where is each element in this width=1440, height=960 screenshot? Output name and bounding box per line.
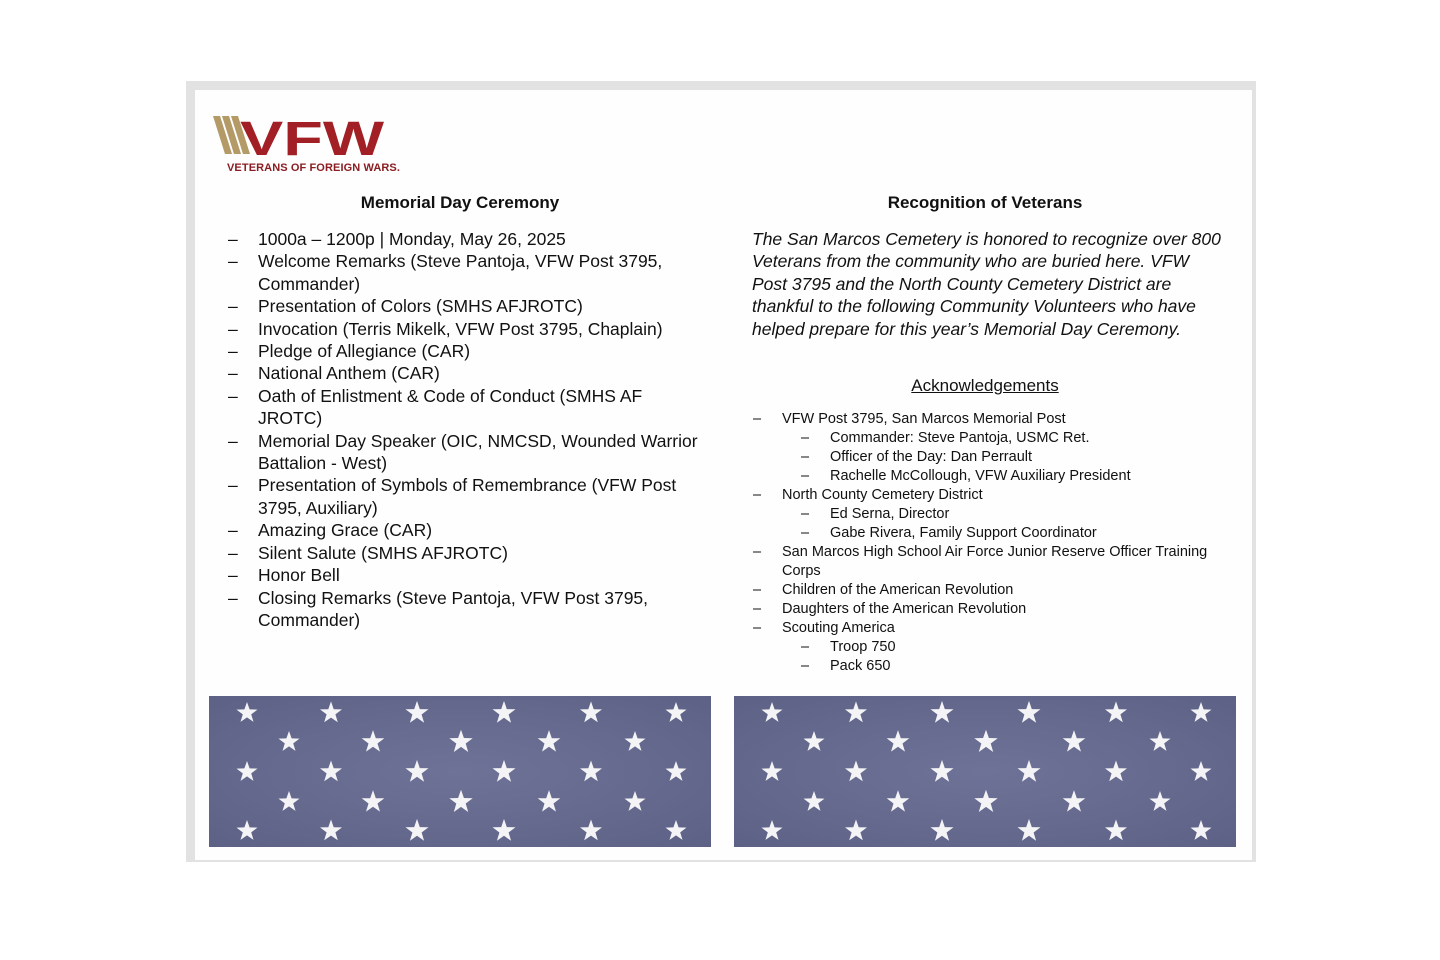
acknowledgement-item	[753, 600, 1223, 619]
ceremony-title: Memorial Day Ceremony	[360, 193, 560, 212]
program-item: – Honor Bell	[228, 564, 708, 586]
acknowledgement-subitem: – Troop 750	[801, 638, 1223, 657]
acknowledgement-subitem: – Commander: Steve Pantoja, USMC Ret.	[801, 429, 1223, 448]
acknowledgement-subitem: – Gabe Rivera, Family Support Coordinator	[801, 524, 1223, 543]
acknowledgement-label: Daughters of the American Revolution	[782, 601, 1027, 617]
acknowledgement-item	[753, 410, 1223, 486]
program-item: – Silent Salute (SMHS AFJROTC)	[228, 542, 708, 564]
program-item: – Welcome Remarks (Steve Pantoja, VFW Post 3795, Commander)	[228, 250, 708, 295]
program-item: – Invocation (Terris Mikelk, VFW Post 3795, Chaplain)	[228, 318, 708, 340]
program-item: – 1000a – 1200p | Monday, May 26, 2025	[228, 228, 708, 250]
acknowledgement-item	[753, 581, 1223, 600]
acknowledgement-subitem: – Officer of the Day: Dan Perrault	[801, 448, 1223, 467]
acknowledgement-sublist	[782, 638, 1223, 676]
program-item: – Presentation of Symbols of Remembrance (VFW Post 3795, Auxiliary)	[228, 474, 708, 519]
acknowledgement-label: San Marcos High School Air Force Junior Reserve Officer Training Corps	[782, 544, 1208, 579]
star-field-shading	[734, 696, 1236, 847]
acknowledgement-sublist	[782, 505, 1223, 543]
acknowledgements-heading: Acknowledgements	[911, 376, 1059, 395]
program-item: – Pledge of Allegiance (CAR)	[228, 340, 708, 362]
recognition-intro: The San Marcos Cemetery is honored to recognize over 800 Veterans from the community who are buried here. VFW Post 3795 and the North County Cemetery District are thankful to the following Community Volunteers who have helped prepare for this year’s Memorial Day Ceremony.	[752, 229, 1221, 339]
acknowledgement-label: VFW Post 3795, San Marcos Memorial Post	[782, 411, 1066, 427]
acknowledgement-item	[753, 543, 1223, 581]
program-item: – Memorial Day Speaker (OIC, NMCSD, Wounded Warrior Battalion - West)	[228, 430, 708, 475]
acknowledgement-subitem: – Ed Serna, Director	[801, 505, 1223, 524]
acknowledgements-list	[753, 410, 1223, 676]
star-field-shading	[209, 696, 711, 847]
acknowledgement-subitem: – Pack 650	[801, 657, 1223, 676]
acknowledgement-item	[753, 619, 1223, 676]
star-field-image-right	[734, 696, 1236, 847]
acknowledgement-item	[753, 486, 1223, 543]
program-list	[228, 228, 708, 631]
acknowledgement-label: North County Cemetery District	[782, 487, 983, 503]
program-item: – Presentation of Colors (SMHS AFJROTC)	[228, 295, 708, 317]
recognition-title: Recognition of Veterans	[887, 193, 1083, 212]
acknowledgement-label: Children of the American Revolution	[782, 582, 1014, 598]
acknowledgement-subitem: – Rachelle McCollough, VFW Auxiliary President	[801, 467, 1223, 486]
logo-letters: VFW	[240, 113, 385, 166]
acknowledgement-sublist	[782, 429, 1223, 486]
program-item: – Oath of Enlistment & Code of Conduct (SMHS AF JROTC)	[228, 385, 708, 430]
star-field-image-left	[209, 696, 711, 847]
program-item: – National Anthem (CAR)	[228, 362, 708, 384]
logo-tagline: VETERANS OF FOREIGN WARS.	[227, 162, 401, 174]
program-item: – Amazing Grace (CAR)	[228, 519, 708, 541]
acknowledgement-label: Scouting America	[782, 620, 895, 636]
program-item: – Closing Remarks (Steve Pantoja, VFW Post 3795, Commander)	[228, 587, 708, 632]
